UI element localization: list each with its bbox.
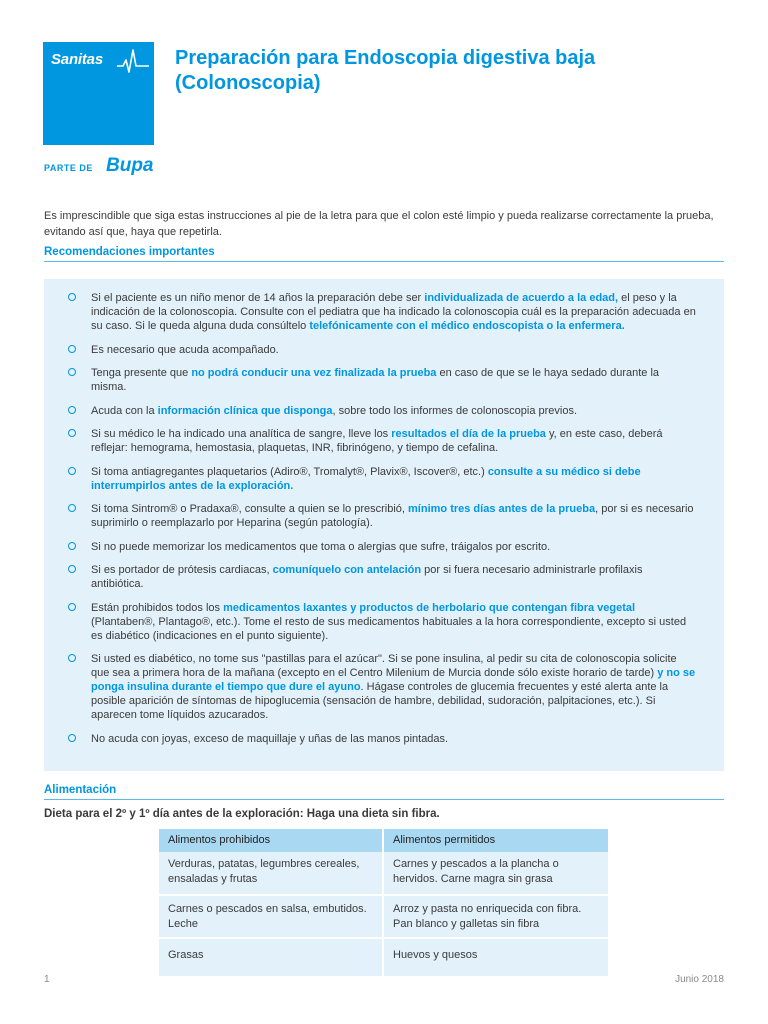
parte-de-label: PARTE DE — [44, 163, 93, 173]
alimentacion-heading: Alimentación — [44, 784, 724, 800]
list-item — [67, 652, 697, 722]
circle-bullet-icon — [68, 734, 76, 742]
item-text: y, en este caso, deberá reflejar: hemograma, hemostasia, plaquetas, INR, fibrinógeno, y tiempo de cefalina. — [91, 428, 663, 454]
table-row — [159, 895, 608, 938]
item-text: en caso de que se le haya sedado durante la misma. — [91, 367, 660, 393]
sanitas-logo — [43, 42, 154, 145]
item-text: Si el paciente es un niño menor de 14 años la preparación debe ser — [91, 292, 425, 304]
highlighted-text: consulte a su médico si debe interrumpirlos antes de la exploración. — [91, 465, 641, 492]
item-text: Si usted es diabético, no tome sus "pastillas para el azúcar". Si se pone insulina, al pedir su cita de colonoscopia solicite que sea a primera hora de la mañana (excepto en el Centro Milenium de Murcia donde sólo existe horario de tarde) — [91, 653, 677, 679]
item-text: el peso y la indicación de la colonoscopia. Consulte con el pediatra que ha indicado la colonoscopia cuál es la preparación adecuada en su caso. Si le queda alguna duda consúltelo — [91, 292, 696, 332]
recommendations-heading: Recomendaciones importantes — [44, 246, 724, 262]
bupa-logo: Bupa — [106, 155, 154, 176]
highlighted-text: medicamentos laxantes y productos de herbolario que contengan fibra vegetal — [223, 601, 636, 614]
table-row — [159, 938, 608, 976]
heartbeat-icon — [117, 48, 149, 74]
circle-bullet-icon — [68, 542, 76, 550]
list-item — [67, 465, 697, 493]
list-item — [67, 427, 697, 455]
list-item — [67, 601, 697, 643]
item-text: Si toma Sintrom® o Pradaxa®, consulte a quien se lo prescribió, — [91, 503, 409, 515]
circle-bullet-icon — [68, 368, 76, 376]
list-item — [67, 732, 697, 746]
item-text: Si su médico le ha indicado una analítica de sangre, lleve los — [91, 428, 392, 440]
table-cell: Arroz y pasta no enriquecida con fibra. Pan blanco y galletas sin fibra — [383, 895, 608, 938]
highlighted-text: telefónicamente con el médico endoscopista o la enfermera. — [309, 320, 625, 332]
list-item — [67, 366, 697, 394]
table-row — [159, 852, 608, 895]
list-item — [67, 343, 697, 357]
table-cell: Huevos y quesos — [383, 938, 608, 976]
list-item — [67, 404, 697, 418]
circle-bullet-icon — [68, 565, 76, 573]
page-title: Preparación para Endoscopia digestiva baja (Colonoscopia) — [175, 47, 596, 94]
circle-bullet-icon — [68, 406, 76, 414]
table-cell: Carnes y pescados a la plancha o hervidos. Carne magra sin grasa — [383, 852, 608, 895]
recommendations-list — [67, 291, 697, 755]
item-text: (Plantaben®, Plantago®, etc.). Tome el resto de sus medicamentos habituales a la hora correspondiente, excepto si usted es diabético (indicaciones en el punto siguiente). — [91, 615, 687, 642]
table-cell: Grasas — [159, 938, 383, 976]
circle-bullet-icon — [68, 504, 76, 512]
item-text: Si es portador de prótesis cardiacas, — [91, 564, 273, 576]
list-item — [67, 291, 697, 333]
item-text: por si fuera necesario administrarle profilaxis antibiótica. — [91, 564, 643, 590]
header-permitidos: Alimentos permitidos — [383, 829, 608, 852]
circle-bullet-icon — [68, 654, 76, 662]
highlighted-text: no podrá conducir una vez finalizada la prueba — [191, 367, 437, 379]
list-item — [67, 540, 697, 554]
highlighted-text: individualizada de acuerdo a la edad, — [424, 292, 619, 304]
item-text: , sobre todo los informes de colonoscopia previos. — [332, 404, 578, 417]
circle-bullet-icon — [68, 467, 76, 475]
item-text: , por si es necesario suprimirlo o reemplazarlo por Heparina (según patología). — [91, 503, 694, 529]
table-cell: Carnes o pescados en salsa, embutidos. Leche — [159, 895, 383, 938]
item-text: Si toma antiagregantes plaquetarios (Adiro®, Tromalyt®, Plavix®, Iscover®, etc.) — [91, 465, 488, 478]
intro-text: Es imprescindible que siga estas instrucciones al pie de la letra para que el colon esté limpio y pueda realizarse correctamente la prueba, evitando así que, haya que repetirla. — [44, 210, 714, 238]
circle-bullet-icon — [68, 603, 76, 611]
list-item — [67, 563, 697, 591]
circle-bullet-icon — [68, 293, 76, 301]
header-prohibidos: Alimentos prohibidos — [159, 829, 383, 852]
page-date: Junio 2018 — [675, 974, 724, 985]
item-text: Si no puede memorizar los medicamentos que toma o alergias que sufre, tráigalos por escrito. — [91, 540, 551, 553]
food-table — [159, 829, 608, 976]
item-text: No acuda con joyas, exceso de maquillaje y uñas de las manos pintadas. — [91, 732, 449, 745]
circle-bullet-icon — [68, 345, 76, 353]
item-text: . Hágase controles de glucemia frecuentes y esté alerta ante la posible aparición de síntomas de hipoglucemia (sensación de hambre, debilidad, sudoración, palpitaciones, etc.). Si aparecen tome líquidos azucarados. — [91, 681, 669, 721]
table-cell: Verduras, patatas, legumbres cereales, ensaladas y frutas — [159, 852, 383, 895]
logo-text: Sanitas — [51, 51, 103, 68]
page-number: 1 — [44, 974, 50, 985]
list-item — [67, 502, 697, 530]
table-header-row — [159, 829, 608, 852]
highlighted-text: resultados el día de la prueba — [391, 428, 546, 440]
item-text: Es necesario que acuda acompañado. — [91, 343, 279, 356]
highlighted-text: comuníquelo con antelación — [272, 564, 422, 576]
item-text: Tenga presente que — [91, 367, 192, 379]
item-text: Están prohibidos todos los — [91, 601, 224, 614]
circle-bullet-icon — [68, 429, 76, 437]
highlighted-text: y no se ponga insulina durante el tiempo que dure el ayuno — [91, 667, 696, 693]
dieta-instruction: Dieta para el 2º y 1º día antes de la exploración: Haga una dieta sin fibra. — [44, 808, 440, 820]
item-text: Acuda con la — [91, 404, 158, 417]
highlighted-text: mínimo tres días antes de la prueba — [408, 503, 596, 515]
highlighted-text: información clínica que disponga — [157, 404, 333, 417]
